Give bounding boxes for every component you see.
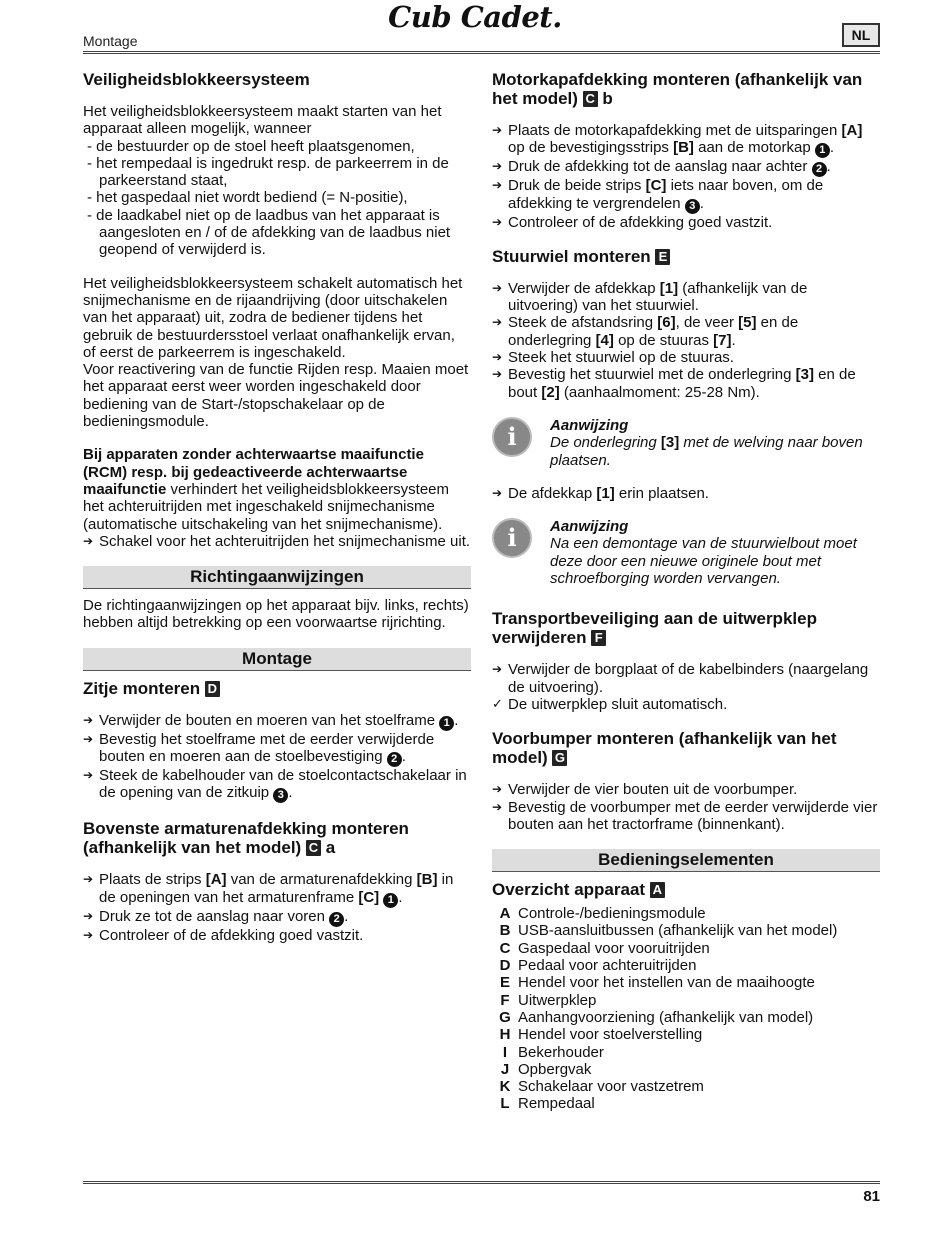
hood-title: Motorkapafdekking monteren (afhankelijk van het model) C b — [492, 70, 863, 108]
list-key: B — [499, 922, 511, 940]
safety-intro: Het veiligheidsblokkeersysteem maakt starten van het apparaat alleen mogelijk, wanneer — [83, 103, 442, 138]
hood-step: ➔ Druk de beide strips [C] iets naar boven, om de afdekking te vergrendelen 3 . — [492, 177, 880, 213]
list-item: Gaspedaal voor vooruitrijden — [518, 939, 710, 957]
wheel-step: ➔ De afdekkap [1] erin plaatsen. — [492, 485, 880, 502]
info-icon: i — [492, 417, 532, 457]
step-number-icon: 3 — [685, 199, 700, 214]
list-key: F — [500, 991, 510, 1009]
list-item: Aanhangvoorziening (afhankelijk van model) — [518, 1008, 814, 1026]
controls-banner: Bedieningselementen — [492, 849, 880, 872]
left-column — [83, 70, 471, 944]
note-text: De onderlegring [3] met de welving naar boven plaatsen. — [550, 434, 863, 469]
right-column — [492, 70, 880, 1113]
safety-conditions — [83, 138, 471, 259]
list-key: A — [499, 905, 511, 923]
wheel-step: ➔ Bevestig het stuurwiel met de onderlegring [3] en de bout [2] (aanhaalmoment: 25-28 Nm). — [492, 366, 880, 401]
transport-title: Transportbeveiliging aan de uitwerpklep verwijderen F — [492, 609, 817, 648]
step-number-icon: 2 — [329, 912, 344, 927]
condition-item: - de bestuurder op de stoel heeft plaatsgenomen, — [87, 137, 415, 155]
wheel-title: Stuurwiel monteren E — [492, 247, 880, 266]
footer-rule — [83, 1181, 880, 1184]
transport-step: ➔ Verwijder de borgplaat of de kabelbinders (naargelang de uitvoering). — [492, 661, 880, 696]
bumper-title: Voorbumper monteren (afhankelijk van het model) G — [492, 729, 837, 768]
brand-logo: Cub Cadet. — [388, 0, 562, 34]
note-text: Na een demontage van de stuurwielbout moet deze door een nieuwe originele bout met schroefborging worden vervangen. — [550, 535, 857, 588]
overview-title: Overzicht apparaat A — [492, 880, 880, 899]
step-number-icon: 2 — [812, 162, 827, 177]
note-title: Aanwijzing — [550, 518, 629, 536]
figure-tag: G — [552, 750, 567, 766]
step-number-icon: 3 — [273, 788, 288, 803]
directions-banner: Richtingaanwijzingen — [83, 566, 471, 589]
safety-action: ➔ Schakel voor het achteruitrijden het snijmechanisme uit. — [83, 533, 471, 550]
list-item: Controle-/bedieningsmodule — [518, 905, 706, 923]
hood-step: ➔ Druk de afdekking tot de aanslag naar achter 2 . — [492, 158, 880, 177]
dash-cover-title: Bovenste armaturenafdekking monteren (afhankelijk van het model) C a — [83, 819, 409, 858]
condition-item: - de laadkabel niet op de laadbus van het apparaat is aangesloten en / of de afdekking van de laadbus niet geopend of verwijderd is. — [87, 206, 451, 259]
list-item: Rempedaal — [518, 1095, 595, 1113]
bumper-step: ➔ Bevestig de voorbumper met de eerder verwijderde vier bouten aan het tractorframe (binnenkant). — [492, 799, 880, 834]
list-key: J — [500, 1060, 510, 1078]
list-key: K — [499, 1078, 511, 1096]
seat-title: Zitje monteren D — [83, 679, 471, 698]
safety-paragraph: Voor reactivering van de functie Rijden resp. Maaien moet het apparaat eerst weer worden ingeschakeld door bediening van de Start-/stopschakelaar op de bedieningsmodule. — [83, 361, 469, 431]
list-item: Bekerhouder — [518, 1043, 604, 1061]
figure-tag: C — [583, 91, 598, 107]
list-key: L — [500, 1095, 510, 1113]
wheel-step: ➔ Steek het stuurwiel op de stuuras. — [492, 349, 880, 366]
list-item: Schakelaar voor vastzetrem — [518, 1078, 704, 1096]
step-number-icon: 1 — [439, 716, 454, 731]
bumper-step: ➔ Verwijder de vier bouten uit de voorbumper. — [492, 781, 880, 798]
step-number-icon: 1 — [383, 893, 398, 908]
list-item: Pedaal voor achteruitrijden — [518, 957, 697, 975]
step-number-icon: 1 — [815, 143, 830, 158]
list-item: Opbergvak — [518, 1060, 592, 1078]
list-key: D — [499, 957, 511, 975]
dash-cover-step: ➔ Controleer of de afdekking goed vastzit. — [83, 927, 471, 944]
list-key: G — [499, 1008, 511, 1026]
condition-item: - het gaspedaal niet wordt bediend (= N-positie), — [87, 189, 408, 207]
language-badge: NL — [842, 23, 880, 47]
list-item: Uitwerpklep — [518, 991, 597, 1009]
figure-tag: F — [591, 630, 606, 646]
info-icon: i — [492, 518, 532, 558]
header-rule — [83, 51, 880, 54]
wheel-step: ➔ Steek de afstandsring [6], de veer [5] en de onderlegring [4] op de stuuras [7]. — [492, 314, 880, 349]
note-box — [492, 518, 880, 587]
step-number-icon: 2 — [387, 752, 402, 767]
overview-list — [492, 905, 880, 1113]
list-item: USB-aansluitbussen (afhankelijk van het model) — [518, 922, 838, 940]
page-number: 81 — [863, 1188, 880, 1205]
note-box — [492, 417, 880, 469]
directions-text: De richtingaanwijzingen op het apparaat bijv. links, rechts) hebben altijd betrekking op een voorwaartse rijrichting. — [83, 597, 469, 632]
figure-tag: C — [306, 840, 321, 856]
list-key: I — [502, 1043, 508, 1061]
transport-result: ✓ De uitwerpklep sluit automatisch. — [492, 696, 880, 713]
list-item: Hendel voor het instellen van de maaihoogte — [518, 974, 815, 992]
seat-step: ➔ Verwijder de bouten en moeren van het stoelframe 1 . — [83, 712, 471, 731]
list-key: C — [499, 939, 511, 957]
seat-step: ➔ Steek de kabelhouder van de stoelcontactschakelaar in de opening van de zitkuip 3 . — [83, 767, 471, 803]
condition-item: - het rempedaal is ingedrukt resp. de parkeerrem in de parkeerstand staat, — [87, 154, 449, 190]
safety-bold-lead: Bij apparaten zonder achterwaartse maaifunctie (RCM) resp. bij gedeactiveerde achterwaartse maaifunctie — [83, 446, 424, 498]
dash-cover-step: ➔ Druk ze tot de aanslag naar voren 2 . — [83, 908, 471, 927]
safety-title: Veiligheidsblokkeersysteem — [83, 70, 310, 89]
montage-banner: Montage — [83, 648, 471, 671]
hood-step: ➔ Controleer of de afdekking goed vastzit. — [492, 214, 880, 231]
seat-step: ➔ Bevestig het stoelframe met de eerder verwijderde bouten en moeren aan de stoelbevestiging 2 . — [83, 731, 471, 767]
figure-tag: A — [650, 882, 665, 898]
wheel-step: ➔ Verwijder de afdekkap [1] (afhankelijk van de uitvoering) van het stuurwiel. — [492, 280, 880, 315]
section-title: Montage — [83, 33, 138, 49]
hood-step: ➔ Plaats de motorkapafdekking met de uitsparingen [A] op de bevestigingsstrips [B] aan de motorkap 1 . — [492, 122, 880, 158]
safety-paragraph: Bij apparaten zonder achterwaartse maaifunctie (RCM) resp. bij gedeactiveerde achterwaartse maaifunctie verhindert het veiligheidsblokkeersysteem het achteruitrijden met ingeschakeld snijmechanisme (automatische uitschakeling van het snijmechanisme). — [83, 446, 450, 533]
note-title: Aanwijzing — [550, 416, 629, 434]
safety-paragraph: Het veiligheidsblokkeersysteem schakelt automatisch het snijmechanisme en de rijaandrijving (door uitschakelen van het apparaat) uit, zodra de bediener tijdens het gebruik de bestuurdersstoel verlaat onafhankelijk ervan, of eerst de parkeerrem is ingeschakeld. — [83, 274, 463, 361]
list-key: H — [499, 1026, 511, 1044]
figure-tag: E — [655, 249, 670, 265]
list-key: E — [499, 974, 510, 992]
list-item: Hendel voor stoelverstelling — [518, 1026, 703, 1044]
figure-tag: D — [205, 681, 220, 697]
dash-cover-step: ➔ Plaats de strips [A] van de armaturenafdekking [B] in de openingen van het armaturenframe [C] 1 . — [83, 871, 471, 907]
